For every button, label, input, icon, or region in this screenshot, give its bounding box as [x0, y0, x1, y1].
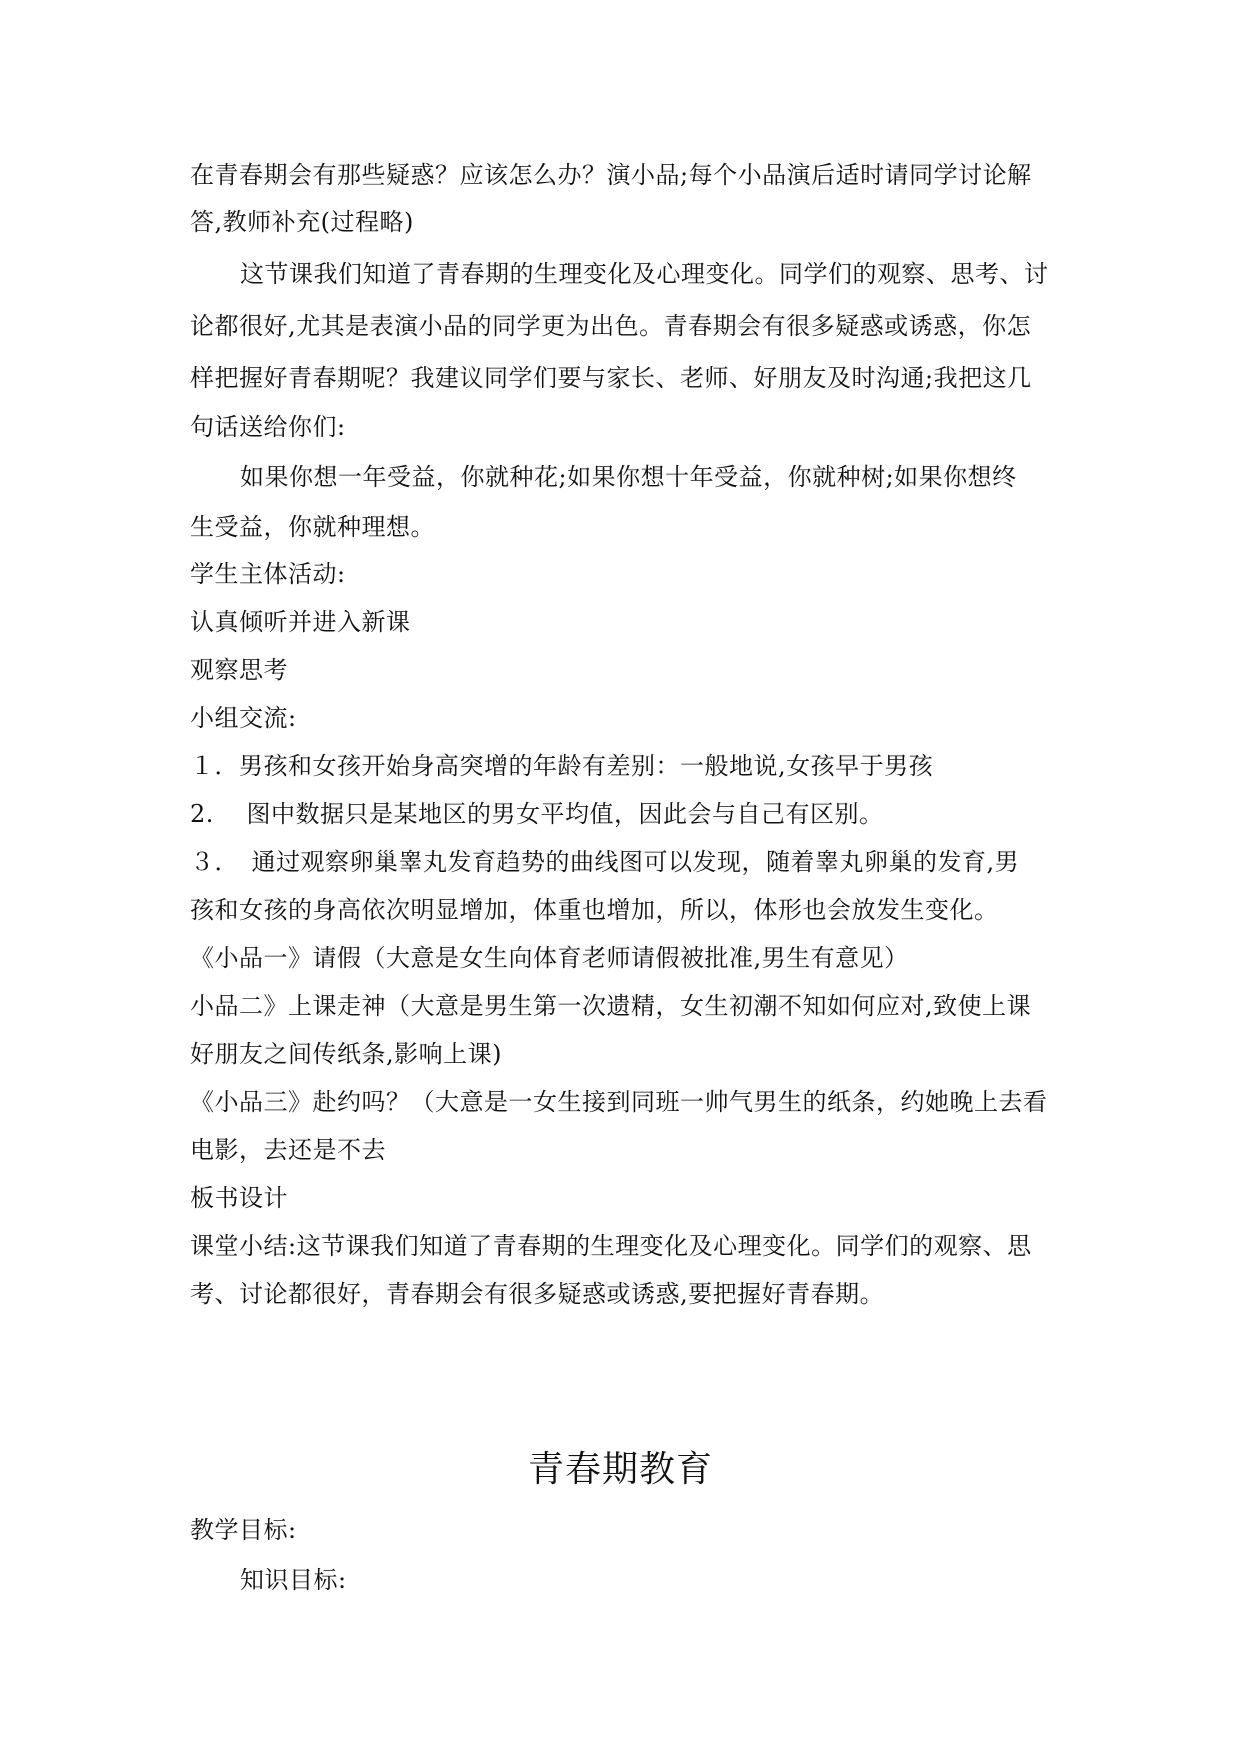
paragraph-line: 句话送给你们: — [190, 413, 346, 441]
list-item: ３． 通过观察卵巢睾丸发育趋势的曲线图可以发现，随着睾丸卵巢的发育,男 — [190, 848, 1020, 876]
paragraph-line: 课堂小结:这节课我们知道了青春期的生理变化及心理变化。同学们的观察、思 — [190, 1232, 1032, 1260]
teaching-goals-label: 教学目标: — [190, 1516, 297, 1544]
paragraph-line: 样把握好青春期呢？我建议同学们要与家长、老师、好朋友及时沟通;我把这几 — [190, 364, 1032, 392]
paragraph-line: 好朋友之间传纸条,影响上课) — [190, 1040, 502, 1068]
list-item: 认真倾听并进入新课 — [190, 608, 411, 636]
section-label: 学生主体活动: — [190, 560, 346, 588]
paragraph-line: 生受益，你就种理想。 — [190, 513, 435, 541]
paragraph-line: 电影，去还是不去 — [190, 1136, 386, 1164]
paragraph-line: 这节课我们知道了青春期的生理变化及心理变化。同学们的观察、思考、讨 — [240, 260, 1049, 288]
paragraph-line: 《小品三》赴约吗？（大意是一女生接到同班一帅气男生的纸条，约她晚上去看 — [190, 1088, 1048, 1116]
paragraph-line: 如果你想一年受益，你就种花;如果你想十年受益，你就种树;如果你想终 — [240, 463, 1017, 491]
paragraph-line: 孩和女孩的身高依次明显增加，体重也增加，所以，体形也会放发生变化。 — [190, 896, 999, 924]
paragraph-line: 论都很好,尤其是表演小品的同学更为出色。青春期会有很多疑惑或诱惑，你怎 — [190, 312, 1032, 340]
list-item: １．男孩和女孩开始身高突增的年龄有差别：一般地说,女孩早于男孩 — [190, 752, 934, 780]
paragraph-line: 小品二》上课走神（大意是男生第一次遗精，女生初潮不知如何应对,致使上课 — [190, 992, 1032, 1020]
list-item: 观察思考 — [190, 656, 288, 684]
list-item: 2. 图中数据只是某地区的男女平均值，因此会与自己有区别。 — [190, 800, 884, 828]
section-label: 小组交流: — [190, 704, 297, 732]
section-label: 板书设计 — [190, 1184, 288, 1212]
knowledge-goals-label: 知识目标: — [240, 1566, 347, 1594]
paragraph-line: 答,教师补充(过程略) — [190, 208, 414, 236]
paragraph-line: 在青春期会有那些疑惑？应该怎么办？演小品;每个小品演后适时请同学讨论解 — [190, 161, 1032, 189]
paragraph-line: 《小品一》请假（大意是女生向体育老师请假被批准,男生有意见） — [190, 944, 909, 972]
section-title: 青春期教育 — [527, 1449, 713, 1490]
paragraph-line: 考、讨论都很好，青春期会有很多疑惑或诱惑,要把握好青春期。 — [190, 1280, 885, 1308]
